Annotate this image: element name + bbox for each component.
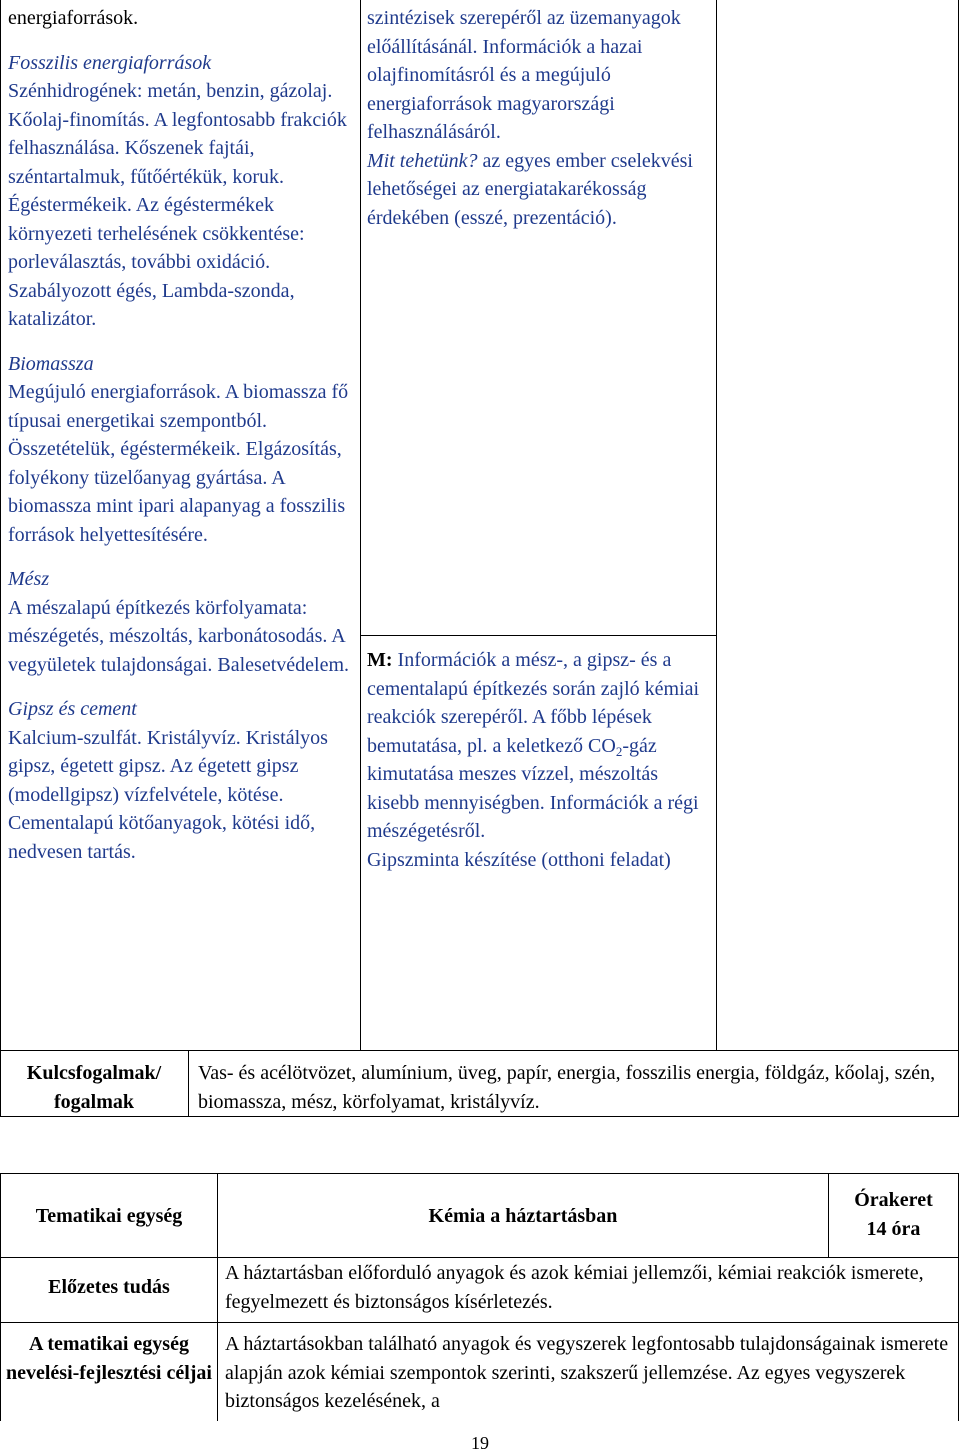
mit-tehetunk-label: Mit tehetünk? — [367, 149, 478, 172]
table1-col2-hline — [360, 635, 717, 636]
fossil-heading: Fosszilis energiaforrások — [8, 51, 212, 74]
prior-text: A háztartásban előforduló anyagok és azok kémiai jellemzői, kémiai reakciók ismerete, fegyelmezett és biztonságos kísérletezés. — [225, 1262, 924, 1313]
content-column — [8, 4, 356, 866]
m-text-2: -gáz kimutatása meszes vízzel, mészoltás kisebb mennyiségben. Információk a régi mészégetésről. — [367, 734, 699, 842]
page-number: 19 — [471, 1433, 489, 1453]
mit-tehetunk-text: az egyes ember cselekvési lehetőségei az energiatakarékosság érdekében (esszé, prezentáció). — [367, 149, 693, 229]
lime-heading: Mész — [8, 568, 50, 590]
activities-column-bottom — [367, 646, 710, 874]
goals-label: A tematikai egység nevelési-fejlesztési céljai — [5, 1333, 212, 1384]
activities-top-text: szintézisek szerepéről az üzemanyagok előállításánál. Információk a hazai olajfinomításról és a megújuló energiaforrások magyarországi felhasználásáról. — [367, 7, 681, 143]
table1-bottom — [0, 1116, 959, 1117]
gypsum-heading: Gipsz és cement — [8, 698, 137, 720]
continued-text: energiaforrások. — [8, 7, 139, 29]
table1-outer-left — [0, 0, 1, 1116]
table1-keywords-divider — [188, 1050, 189, 1116]
table1-divider-col1 — [360, 0, 361, 1050]
table2-right — [958, 1173, 959, 1421]
biomass-heading: Biomassza — [8, 352, 94, 375]
gypsum-task: Gipszminta készítése (otthoni feladat) — [367, 848, 671, 871]
prior-label: Előzetes tudás — [48, 1276, 170, 1298]
m-label: M: — [367, 649, 393, 671]
hours-cell — [829, 1186, 958, 1243]
table1-outer-right — [958, 0, 959, 1116]
m-subscript: 2 — [615, 743, 623, 759]
table2-left — [0, 1173, 1, 1421]
activities-column-top — [367, 4, 710, 232]
table2-row1-bottom — [0, 1257, 959, 1258]
m-text-1: Információk a mész-, a gipsz- és a cementalapú építkezés során zajló kémiai reakciók szerepéről. A főbb lépések bemutatása, pl. a keletkező CO — [367, 649, 700, 757]
goals-text: A háztartásokban található anyagok és vegyszerek legfontosabb tulajdonságainak ismerete alapján azok kémiai szempontok szerinti, szakszerű jellemzése. Az egyes vegyszerek biztonságos kezelésének, a — [225, 1333, 949, 1412]
table2-row2-bottom — [0, 1322, 959, 1323]
unit-label: Tematikai egység — [35, 1205, 183, 1227]
table2-top — [0, 1173, 959, 1174]
fossil-text: Szénhidrogének: metán, benzin, gázolaj. Kőolaj-finomítás. A legfontosabb frakciók felhasználása. Kőszenek fajtái, széntartalmuk, fűtőértékük, koruk. Égéstermékeik. Az égéstermékek környezeti terhelésének csökkentése: porleválasztás, további oxidáció. Szabályozott égés, Lambda-szonda, katalizátor. — [8, 80, 347, 330]
biomass-text: Megújuló energiaforrások. A biomassza fő típusai energetikai szempontból. Összetételük, égéstermékeik. Elgázosítás, folyékony tüzelőanyag gyártása. A biomassza mint ipari alapanyag a fosszilis források helyettesítésére. — [8, 381, 349, 546]
keywords-label: Kulcsfogalmak/ fogalmak — [26, 1062, 162, 1113]
keywords-text: Vas- és acélötvözet, alumínium, üveg, papír, energia, fosszilis energia, földgáz, kőolaj, szén, biomassza, mész, körfolyamat, kristályvíz. — [198, 1062, 936, 1113]
table1-keywords-top — [0, 1050, 959, 1051]
hours-label: Órakeret — [854, 1189, 933, 1211]
unit-title: Kémia a háztartásban — [428, 1205, 618, 1227]
gypsum-text: Kalcium-szulfát. Kristályvíz. Kristályos gipsz, égetett gipsz. Az égetett gipsz (modellgipsz) vízfelvétele, kötése. Cementalapú kötőanyagok, kötési idő, nedvesen tartás. — [8, 726, 328, 863]
lime-text: A mészalapú építkezés körfolyamata: mészégetés, mészoltás, karbonátosodás. A vegyületek tulajdonságai. Balesetvédelem. — [8, 596, 349, 676]
table1-divider-col2 — [716, 0, 717, 1050]
hours-value: 14 óra — [866, 1217, 921, 1240]
